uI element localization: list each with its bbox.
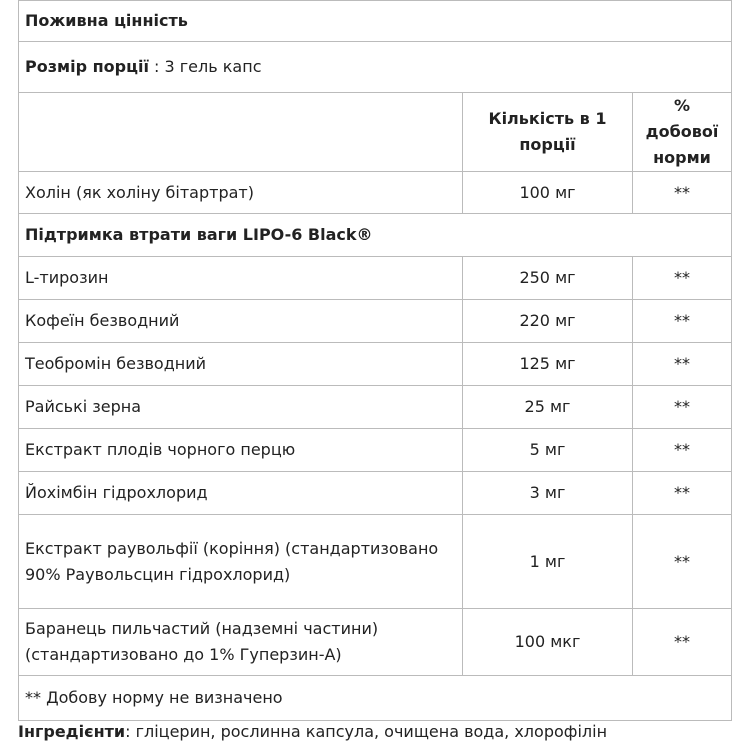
nutrient-amount: 100 мкг	[463, 609, 633, 676]
nutrient-row	[19, 386, 732, 429]
nutrient-name: Кофеїн безводний	[19, 300, 463, 343]
header-blank	[19, 93, 463, 172]
nutrient-amount: 250 мг	[463, 257, 633, 300]
ingredients-value: гліцерин, рослинна капсула, очищена вода, хлорофілін	[135, 722, 608, 741]
footnote: ** Добову норму не визначено	[19, 676, 732, 721]
nutrient-daily-value: **	[633, 472, 732, 515]
nutrient-row	[19, 429, 732, 472]
nutrient-name: L-тирозин	[19, 257, 463, 300]
nutrient-name: Баранець пильчастий (надземні частини) (стандартизовано до 1% Гуперзин-А)	[19, 609, 463, 676]
footnote-row	[19, 676, 732, 721]
nutrient-row	[19, 300, 732, 343]
ingredients-line	[18, 719, 743, 745]
nutrient-daily-value: **	[633, 343, 732, 386]
blend-title-row	[19, 214, 732, 257]
nutrient-daily-value: **	[633, 609, 732, 676]
nutrient-row	[19, 609, 732, 676]
nutrient-daily-value: **	[633, 386, 732, 429]
nutrient-row	[19, 515, 732, 609]
nutrient-name: Райські зерна	[19, 386, 463, 429]
nutrient-name: Екстракт плодів чорного перцю	[19, 429, 463, 472]
nutrient-amount: 5 мг	[463, 429, 633, 472]
nutrient-row	[19, 343, 732, 386]
ingredients-label: Інгредієнти	[18, 722, 126, 741]
nutrient-row	[19, 257, 732, 300]
daily-value-column-header: % добової норми	[633, 93, 732, 172]
nutrient-amount: 220 мг	[463, 300, 633, 343]
table-title: Поживна цінність	[19, 1, 732, 42]
nutrient-daily-value: **	[633, 429, 732, 472]
nutrient-daily-value: **	[633, 257, 732, 300]
amount-column-header: Кількість в 1 порції	[463, 93, 633, 172]
nutrient-name: Теобромін безводний	[19, 343, 463, 386]
nutrient-name: Йохімбін гідрохлорид	[19, 472, 463, 515]
nutrient-daily-value: **	[633, 515, 732, 609]
column-header-row	[19, 93, 732, 172]
nutrient-amount: 25 мг	[463, 386, 633, 429]
nutrient-row-choline	[19, 172, 732, 214]
nutrient-amount: 1 мг	[463, 515, 633, 609]
serving-size-separator: :	[148, 57, 165, 76]
nutrient-daily-value: **	[633, 300, 732, 343]
nutrient-name: Холін (як холіну бітартрат)	[19, 172, 463, 214]
nutrient-amount: 100 мг	[463, 172, 633, 214]
nutrition-facts-table	[18, 0, 732, 721]
nutrient-amount: 3 мг	[463, 472, 633, 515]
ingredients-separator: :	[125, 722, 136, 741]
nutrient-row	[19, 472, 732, 515]
blend-title: Підтримка втрати ваги LIPO-6 Black®	[19, 214, 732, 257]
nutrient-daily-value: **	[633, 172, 732, 214]
serving-size-value: 3 гель капс	[164, 57, 262, 76]
nutrient-name: Екстракт раувольфії (коріння) (стандартизовано 90% Раувольсцин гідрохлорид)	[19, 515, 463, 609]
serving-size-label: Розмір порції	[25, 57, 149, 76]
nutrient-amount: 125 мг	[463, 343, 633, 386]
serving-row	[19, 42, 732, 93]
serving-size	[19, 42, 732, 93]
title-row	[19, 1, 732, 42]
